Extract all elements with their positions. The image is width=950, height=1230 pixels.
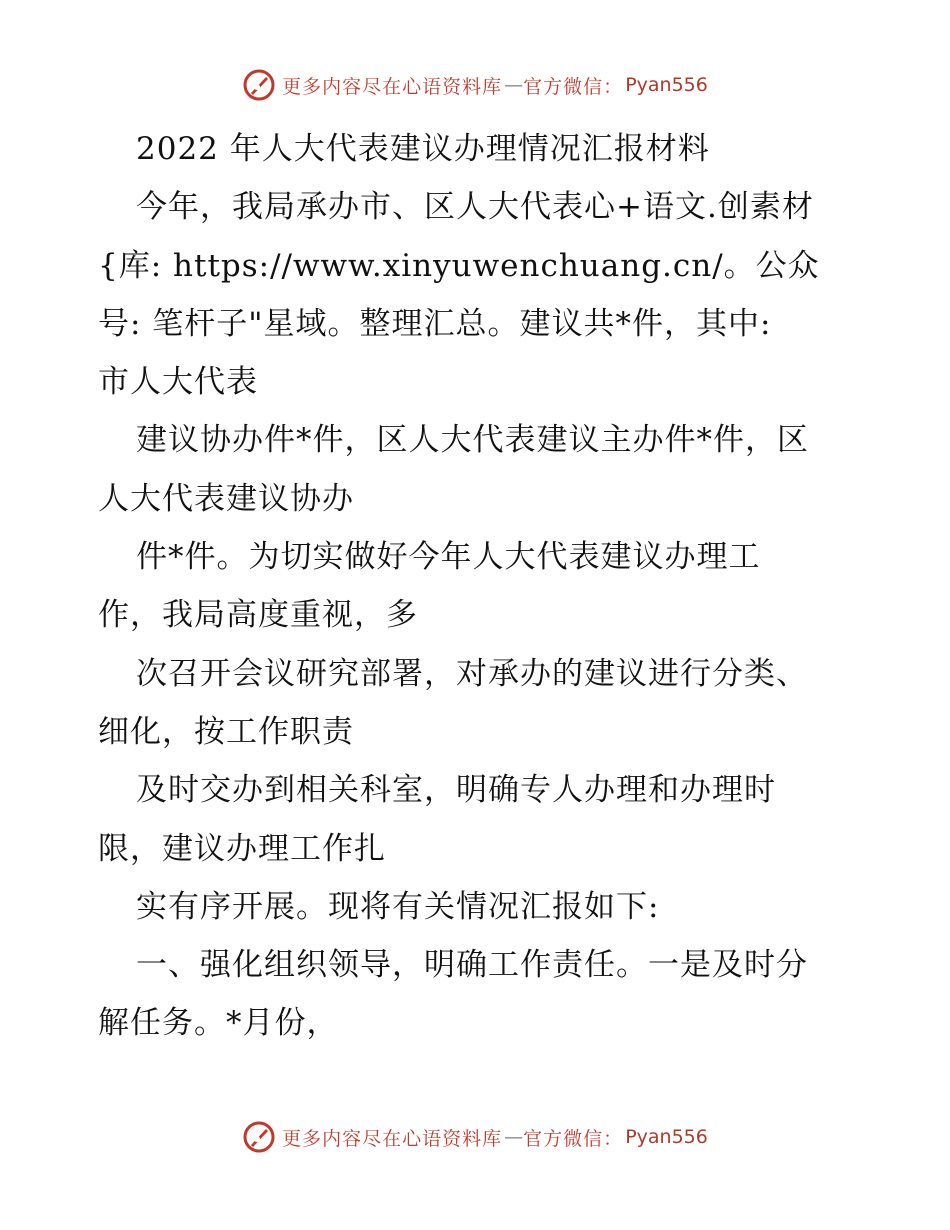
document-line: 细化，按工作职责 [98, 713, 354, 750]
document-line: {库: https://www.xinyuwenchuang.cn/。公众 [98, 247, 820, 284]
watermark-official: 官方微信： [523, 1127, 624, 1150]
watermark-separator: — [504, 1126, 524, 1148]
header-watermark [0, 68, 950, 102]
document-line: 件*件。为切实做好今年人大代表建议办理工 [136, 539, 761, 576]
watermark-wechat-id: Pyan556 [625, 1126, 708, 1148]
document-line: 今年，我局承办市、区人大代表心+语文.创素材 [136, 189, 814, 226]
watermark-text: 更多内容尽在心语资料库 [282, 1127, 503, 1150]
watermark-separator: — [504, 74, 524, 96]
document-line: 号: 笔杆子"星域。整理汇总。建议共*件，其中: [98, 305, 772, 342]
document-line: 一、强化组织领导，明确工作责任。一是及时分 [136, 947, 808, 984]
document-body [98, 120, 858, 1053]
document-line: 次召开会议研究部署，对承办的建议进行分类、 [136, 655, 808, 692]
document-line: 2022 年人大代表建议办理情况汇报材料 [136, 131, 710, 167]
document-line: 限，建议办理工作扎 [98, 830, 386, 867]
document-line: 市人大代表 [98, 364, 258, 401]
document-line: 及时交办到相关科室，明确专人办理和办理时 [136, 772, 776, 809]
document-line: 人大代表建议协办 [98, 480, 354, 517]
footer-watermark [0, 1120, 950, 1154]
quill-seal-icon [242, 1120, 276, 1154]
watermark-official: 官方微信： [523, 75, 624, 98]
document-line: 实有序开展。现将有关情况汇报如下: [136, 888, 660, 925]
watermark-wechat-id: Pyan556 [625, 74, 708, 96]
document-line: 解任务。*月份， [98, 1005, 339, 1042]
document-line: 作，我局高度重视，多 [98, 597, 418, 634]
quill-seal-icon [242, 68, 276, 102]
watermark-text: 更多内容尽在心语资料库 [282, 75, 503, 98]
document-line: 建议协办件*件，区人大代表建议主办件*件，区 [136, 422, 809, 459]
